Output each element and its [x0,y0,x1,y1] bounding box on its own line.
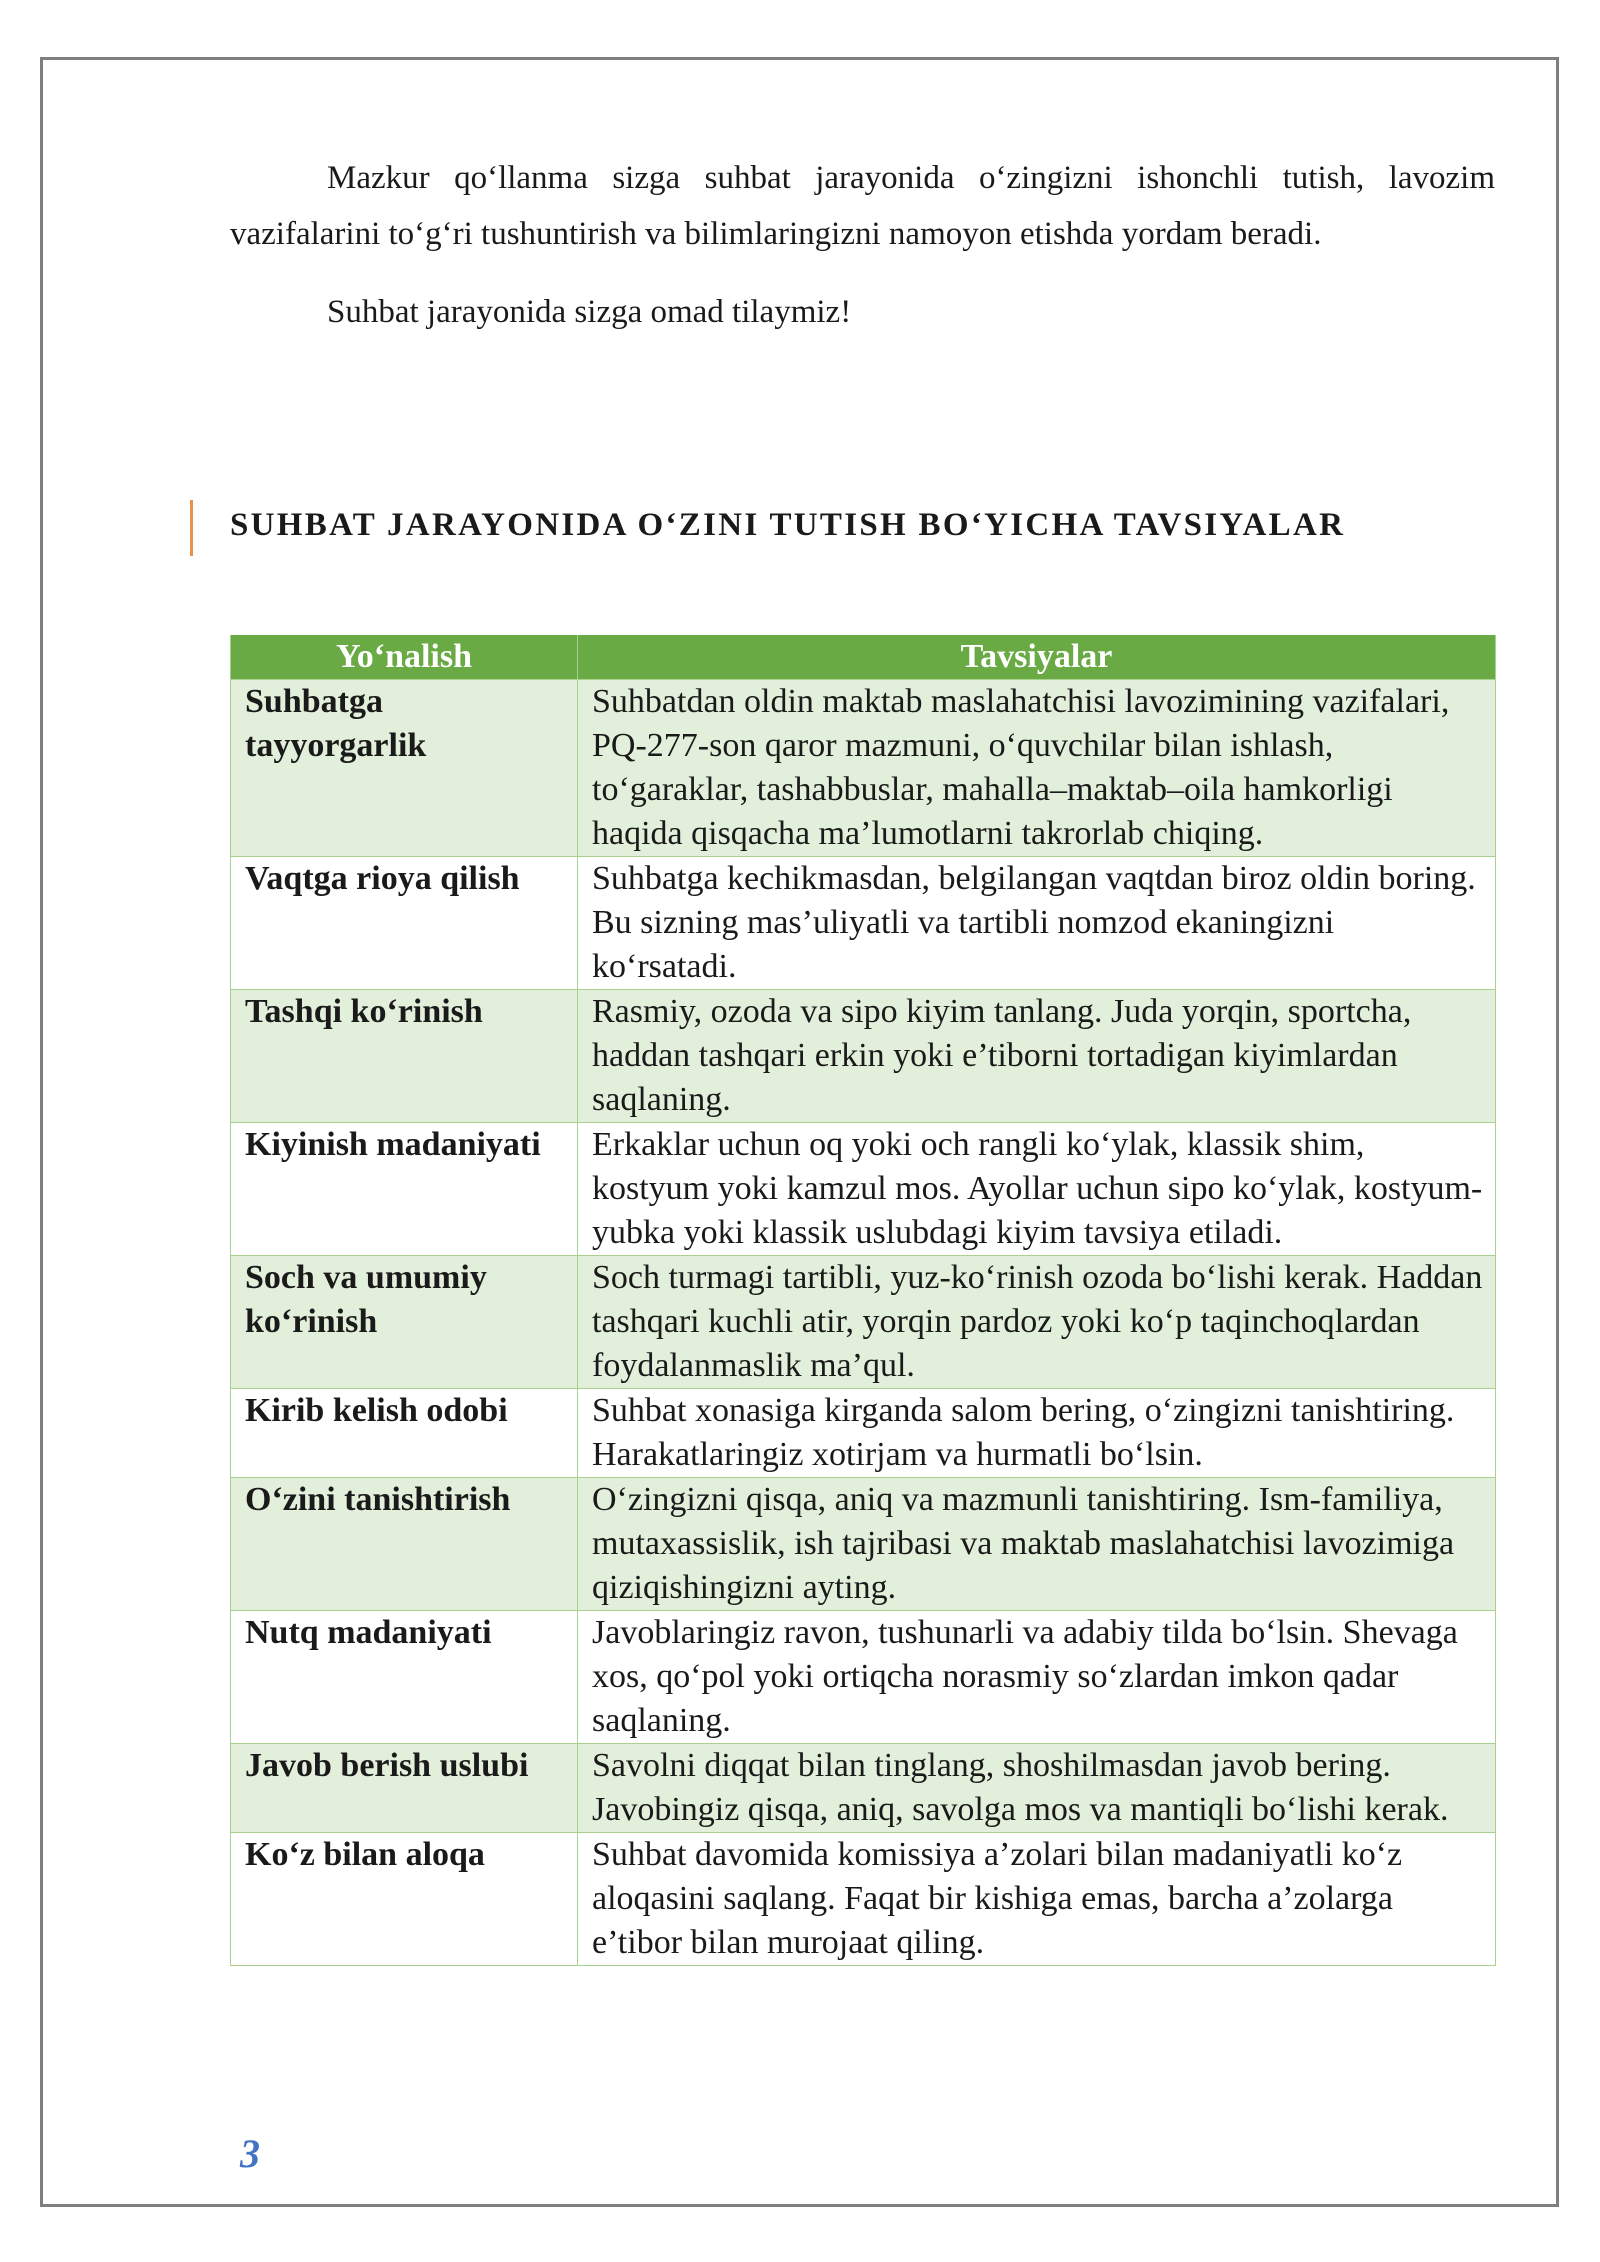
table-row [231,1611,1496,1744]
table-row [231,990,1496,1123]
section-heading: SUHBAT JARAYONIDA O‘ZINI TUTISH BO‘YICHA TAVSIYALAR [230,507,1346,543]
table-row [231,1744,1496,1833]
column-header-recommendations: Tavsiyalar [578,635,1496,680]
heading-accent-bar [190,500,193,556]
table-row [231,857,1496,990]
table-row [231,680,1496,857]
table-header-row [231,635,1496,680]
recommendations-table [230,635,1496,1966]
table-row [231,1123,1496,1256]
page-number: 3 [240,2131,260,2176]
intro-section [230,150,1495,340]
direction-cell: Suhbatga tayyorgarlik [231,680,578,857]
intro-paragraph: Mazkur qo‘llanma sizga suhbat jarayonida o‘zingizni ishonchli tutish, lavozim vazifalarini to‘g‘ri tushuntirish va bilimlaringizni namoyon etishda yordam beradi. [230,160,1495,252]
table-row [231,1478,1496,1611]
closing-paragraph: Suhbat jarayonida sizga omad tilaymiz! [327,294,852,330]
table-row [231,1256,1496,1389]
direction-cell: Nutq madaniyati [231,1611,578,1744]
direction-cell: Kirib kelish odobi [231,1389,578,1478]
column-header-direction: Yo‘nalish [231,635,578,680]
direction-cell: Ko‘z bilan aloqa [231,1833,578,1966]
recommendations-table-wrapper [230,635,1495,1966]
table-row [231,1389,1496,1478]
recommendation-cell: Savolni diqqat bilan tinglang, shoshilmasdan javob bering. Javobingiz qisqa, aniq, savolga mos va mantiqli bo‘lishi kerak. [578,1744,1496,1833]
recommendation-cell: Suhbatdan oldin maktab maslahatchisi lavozimining vazifalari, PQ-277-son qaror mazmuni, o‘quvchilar bilan ishlash, to‘garaklar, tashabbuslar, mahalla–maktab–oila hamkorligi haqida qisqacha ma’lumotlarni takrorlab chiqing. [578,680,1496,857]
direction-cell: Tashqi ko‘rinish [231,990,578,1123]
direction-cell: Kiyinish madaniyati [231,1123,578,1256]
direction-cell: O‘zini tanishtirish [231,1478,578,1611]
section-heading-block [230,500,1495,550]
recommendation-cell: Suhbat xonasiga kirganda salom bering, o‘zingizni tanishtiring. Harakatlaringiz xotirjam va hurmatli bo‘lsin. [578,1389,1496,1478]
recommendation-cell: Suhbatga kechikmasdan, belgilangan vaqtdan biroz oldin boring. Bu sizning mas’uliyatli va tartibli nomzod ekaningizni ko‘rsatadi. [578,857,1496,990]
recommendation-cell: Javoblaringiz ravon, tushunarli va adabiy tilda bo‘lsin. Shevaga xos, qo‘pol yoki ortiqcha norasmiy so‘zlardan imkon qadar saqlaning. [578,1611,1496,1744]
direction-cell: Vaqtga rioya qilish [231,857,578,990]
recommendation-cell: O‘zingizni qisqa, aniq va mazmunli tanishtiring. Ism-familiya, mutaxassislik, ish tajribasi va maktab maslahatchisi lavozimiga qiziqishingizni ayting. [578,1478,1496,1611]
recommendation-cell: Soch turmagi tartibli, yuz-ko‘rinish ozoda bo‘lishi kerak. Haddan tashqari kuchli atir, yorqin pardoz yoki ko‘p taqinchoqlardan foydalanmaslik ma’qul. [578,1256,1496,1389]
direction-cell: Javob berish uslubi [231,1744,578,1833]
table-row [231,1833,1496,1966]
recommendation-cell: Rasmiy, ozoda va sipo kiyim tanlang. Juda yorqin, sportcha, haddan tashqari erkin yoki e’tiborni tortadigan kiyimlardan saqlaning. [578,990,1496,1123]
recommendation-cell: Suhbat davomida komissiya a’zolari bilan madaniyatli ko‘z aloqasini saqlang. Faqat bir kishiga emas, barcha a’zolarga e’tibor bilan murojaat qiling. [578,1833,1496,1966]
direction-cell: Soch va umumiy ko‘rinish [231,1256,578,1389]
recommendation-cell: Erkaklar uchun oq yoki och rangli ko‘ylak, klassik shim, kostyum yoki kamzul mos. Ayollar uchun sipo ko‘ylak, kostyum-yubka yoki klassik uslubdagi kiyim tavsiya etiladi. [578,1123,1496,1256]
